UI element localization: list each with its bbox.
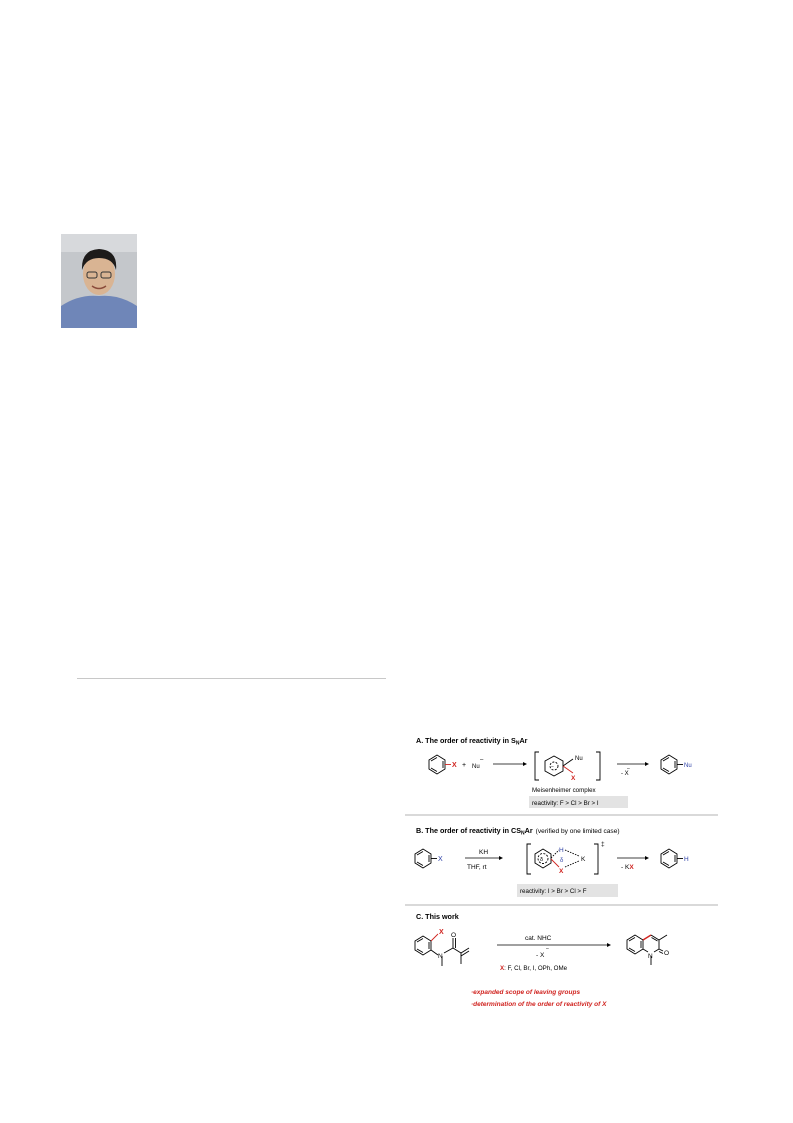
delta-ring: δ	[540, 857, 544, 863]
reaction-scheme	[405, 728, 718, 1013]
panel-a-title: A. The order of reactivity in $S_NAr$	[416, 736, 528, 747]
panel-b	[405, 826, 718, 905]
amide-nitrogen: N	[438, 953, 443, 960]
bullet-order-determination: ·determination of the order of reactivity of X	[471, 1001, 607, 1008]
panel-b-title: B. The order of reactivity in $CS_NAr$ (verified by one limited case)	[416, 826, 620, 837]
benzene-b-reactant	[415, 849, 437, 868]
ts-x: X	[559, 868, 564, 875]
panel-c	[415, 912, 669, 1008]
author-photo	[61, 234, 137, 328]
plus-sign: +	[462, 762, 467, 769]
benzene-b-product	[661, 849, 683, 868]
x-charge-c: –	[546, 946, 549, 952]
complex-nu: Nu	[575, 756, 583, 762]
svg-text:- X: - X	[621, 771, 629, 777]
product-nu: Nu	[684, 763, 692, 769]
halide-x-b: X	[438, 856, 443, 863]
ts-delta: δ	[560, 858, 564, 864]
substrate-x: X	[439, 929, 444, 936]
catalyst-nhc: cat. NHC	[525, 935, 552, 942]
meisenheimer-label: Meisenheimer complex	[532, 787, 596, 794]
product-quinolinone	[627, 935, 670, 965]
svg-text:X: F, Cl, Br, I, OPh, OMe: X: F, Cl, Br, I, OPh, OMe	[500, 965, 568, 972]
amide-oxygen: O	[451, 932, 457, 939]
reagent-kh: KH	[479, 849, 489, 856]
reactivity-order-a: reactivity: F > Cl > Br > I	[532, 800, 599, 807]
benzene-a-product	[661, 755, 683, 774]
panel-a	[405, 736, 718, 815]
section-divider	[77, 678, 386, 679]
product-nitrogen: N	[648, 953, 653, 960]
panel-c-title: C. This work	[416, 912, 459, 921]
meisenheimer-complex	[535, 752, 600, 780]
bullet-expanded-scope: ·expanded scope of leaving groups	[471, 989, 581, 996]
nucleophile: Nu	[472, 764, 480, 770]
leaving-group-x: X	[452, 762, 457, 769]
substrate-amide	[415, 934, 469, 966]
reactivity-order-b: reactivity: I > Br > Cl > F	[520, 888, 587, 895]
svg-text:- KX: - KX	[621, 864, 634, 871]
x-charge: –	[627, 766, 630, 772]
negative-charge: −	[551, 764, 554, 770]
conditions-thf: THF, rt	[467, 864, 487, 871]
product-oxygen: O	[664, 950, 670, 957]
product-h: H	[684, 856, 689, 863]
ts-dagger: ‡	[601, 841, 605, 848]
complex-x: X	[571, 775, 576, 782]
ts-hydrogen: H	[559, 847, 564, 854]
loss-of-x: - X	[536, 952, 545, 959]
benzene-a-reactant	[429, 755, 451, 774]
ts-potassium: K	[581, 856, 586, 863]
nucleophile-charge: –	[480, 757, 484, 763]
